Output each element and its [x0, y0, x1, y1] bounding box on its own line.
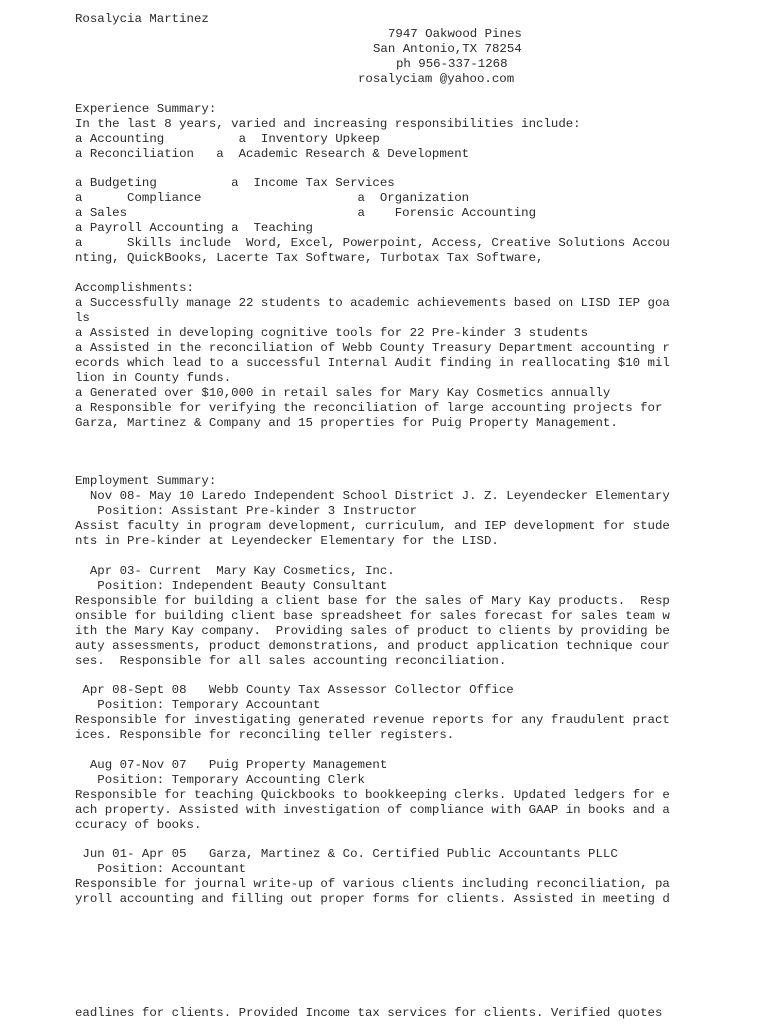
experience-line: a Accounting a Inventory Upkeep — [75, 132, 380, 146]
experience-line: a Payroll Accounting a Teaching — [75, 221, 313, 235]
accomplishments-heading: Accomplishments: — [75, 281, 194, 295]
employment-line: ith the Mary Kay company. Providing sales of product to clients by providing be — [75, 624, 670, 638]
employment-line: ccuracy of books. — [75, 818, 202, 832]
employment-line: Position: Temporary Accountant — [75, 698, 321, 712]
applicant-name: Rosalycia Martinez — [75, 12, 209, 26]
accomplishment-line: a Assisted in developing cognitive tools for 22 Pre-kinder 3 students — [75, 326, 589, 340]
employment-line: ices. Responsible for reconciling teller registers. — [75, 728, 455, 742]
employment-line: Position: Temporary Accounting Clerk — [75, 773, 365, 787]
address-line-1: 7947 Oakwood Pines — [388, 27, 522, 41]
employment-line: Responsible for journal write-up of various clients including reconciliation, pa — [75, 877, 670, 891]
employment-line: ach property. Assisted with investigation of compliance with GAAP in books and a — [75, 803, 670, 817]
email-address: rosalyciam @yahoo.com — [358, 72, 515, 86]
accomplishment-line: a Assisted in the reconciliation of Webb County Treasury Department accounting r — [75, 341, 670, 355]
employment-line: ses. Responsible for all sales accounting reconciliation. — [75, 654, 507, 668]
accomplishment-line: ls — [75, 311, 90, 325]
accomplishment-line: a Responsible for verifying the reconciliation of large accounting projects for — [75, 401, 663, 415]
employment-heading: Employment Summary: — [75, 474, 217, 488]
address-line-2: San Antonio,TX 78254 — [373, 42, 522, 56]
experience-line: nting, QuickBooks, Lacerte Tax Software, Turbotax Tax Software, — [75, 251, 544, 265]
continuation-line: eadlines for clients. Provided Income tax services for clients. Verified quotes — [75, 1006, 663, 1020]
employment-line: Aug 07-Nov 07 Puig Property Management — [75, 758, 388, 772]
employment-line: Assist faculty in program development, curriculum, and IEP development for stude — [75, 519, 670, 533]
employment-line: Responsible for investigating generated revenue reports for any fraudulent pract — [75, 713, 670, 727]
experience-line: a Skills include Word, Excel, Powerpoint, Access, Creative Solutions Accou — [75, 236, 670, 250]
experience-line: a Reconciliation a Academic Research & Development — [75, 147, 470, 161]
accomplishment-line: a Generated over $10,000 in retail sales for Mary Kay Cosmetics annually — [75, 386, 611, 400]
phone-number: ph 956-337-1268 — [396, 57, 508, 71]
employment-line: Nov 08- May 10 Laredo Independent School District J. Z. Leyendecker Elementary — [75, 489, 670, 503]
employment-line: Responsible for building a client base for the sales of Mary Kay products. Resp — [75, 594, 670, 608]
employment-line: Position: Independent Beauty Consultant — [75, 579, 388, 593]
employment-line: Position: Assistant Pre-kinder 3 Instructor — [75, 504, 418, 518]
experience-intro: In the last 8 years, varied and increasing responsibilities include: — [75, 117, 581, 131]
employment-line: nts in Pre-kinder at Leyendecker Elementary for the LISD. — [75, 534, 499, 548]
employment-line: Apr 03- Current Mary Kay Cosmetics, Inc. — [75, 564, 395, 578]
experience-line: a Sales a Forensic Accounting — [75, 206, 537, 220]
experience-line: a Compliance a Organization — [75, 191, 470, 205]
accomplishment-line: ecords which lead to a successful Internal Audit finding in reallocating $10 mil — [75, 356, 670, 370]
experience-line: a Budgeting a Income Tax Services — [75, 176, 395, 190]
employment-line: Apr 08-Sept 08 Webb County Tax Assessor Collector Office — [75, 683, 514, 697]
employment-line: Position: Accountant — [75, 862, 247, 876]
accomplishment-line: lion in County funds. — [75, 371, 232, 385]
employment-line: onsible for building client base spreadsheet for sales forecast for sales team w — [75, 609, 670, 623]
employment-line: yroll accounting and filling out proper forms for clients. Assisted in meeting d — [75, 892, 670, 906]
employment-line: Jun 01- Apr 05 Garza, Martinez & Co. Certified Public Accountants PLLC — [75, 847, 618, 861]
employment-line: auty assessments, product demonstrations, and product application technique cour — [75, 639, 670, 653]
accomplishment-line: Garza, Martinez & Company and 15 properties for Puig Property Management. — [75, 416, 618, 430]
experience-heading: Experience Summary: — [75, 102, 217, 116]
accomplishment-line: a Successfully manage 22 students to academic achievements based on LISD IEP goa — [75, 296, 670, 310]
employment-line: Responsible for teaching Quickbooks to bookkeeping clerks. Updated ledgers for e — [75, 788, 670, 802]
